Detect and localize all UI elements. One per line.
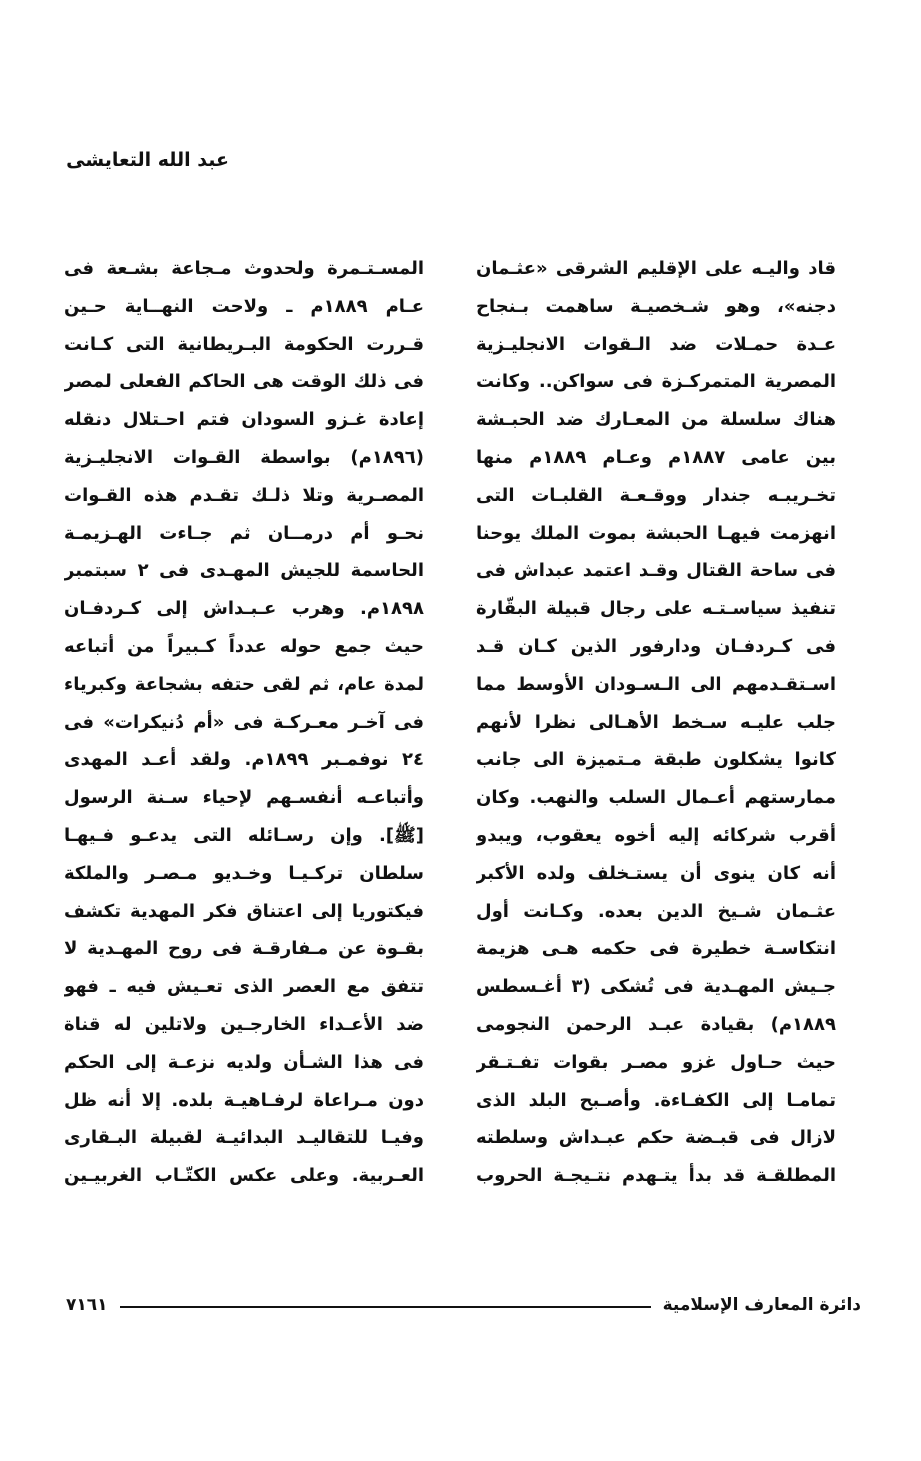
text-line: حيث حـاول غزو مصـر بقوات تفـتـقر	[476, 1051, 836, 1073]
footer-rule	[120, 1306, 651, 1308]
text-line: لمدة عام، ثم لقى حتفه بشجاعة وكبرياء	[64, 673, 424, 695]
running-head: عبد الله التعايشى	[66, 149, 229, 171]
text-line: إعادة غـزو السودان فتم احـتلال دنقله	[64, 409, 424, 431]
text-line: (١٨٩٦م) بواسطة القـوات الانجليـزية	[64, 446, 424, 468]
text-line: فى ذلك الوقت هى الحاكم الفعلى لمصر	[64, 371, 424, 393]
text-line: تتفق مع العصر الذى تعـيش فيه ـ فهو	[64, 976, 424, 998]
text-line: سلطان تركـيـا وخـديو مـصـر والملكة	[64, 862, 424, 884]
text-line: بين عامى ١٨٨٧م وعـام ١٨٨٩م منها	[476, 446, 836, 468]
text-line: فى كـردفـان ودارفور الذين كـان قـد	[476, 635, 836, 657]
text-line: عـدة حمـلات ضد الـقوات الانجليـزية	[476, 333, 836, 355]
text-line: فى هذا الشـأن ولديه نزعـة إلى الحكم	[64, 1051, 424, 1073]
text-line: اسـتقـدمهم الى الـسـودان الأوسط مما	[476, 673, 836, 695]
text-line: الحاسمة للجيش المهـدى فى ٢ سبتمبر	[64, 560, 424, 582]
text-line: وأتباعـه أنفسـهم لإحياء سـنة الرسول	[64, 787, 424, 809]
text-line: المسـتـمرة ولحدوث مـجاعة بشـعة فى	[64, 258, 424, 279]
text-line: ١٨٨٩م) بقيادة عبـد الرحمن النجومى	[476, 1013, 836, 1035]
text-line: كانوا يشكلون طبقة مـتميزة الى جانب	[476, 749, 836, 771]
text-line: ٢٤ نوفمـبر ١٨٩٩م. ولقد أعـد المهدى	[64, 749, 424, 771]
text-line: قـررت الحكومة البـريطانية التى كـانت	[64, 333, 424, 355]
footer-title: دائرة المعارف الإسلامية	[662, 1295, 861, 1315]
page-footer	[66, 1290, 861, 1320]
text-line: عـام ١٨٨٩م ـ ولاحت النهــاية حـين	[64, 295, 424, 317]
page-number: ٧١٦١	[66, 1295, 108, 1315]
text-line: المصـرية وتلا ذلـك تقـدم هذه القـوات	[64, 484, 424, 506]
text-line: ١٨٩٨م. وهرب عـبـداش إلى كـردفـان	[64, 598, 424, 620]
text-line: أنه كان ينوى أن يستـخلف ولده الأكبر	[476, 862, 836, 884]
text-line: فى ساحة القتال وقـد اعتمد عبداش فى	[476, 560, 836, 582]
text-line: وفيـا للتقاليـد البدائيـة لقبيلة البـقارى	[64, 1127, 424, 1149]
text-line: أقرب شركائه إليه أخوه يعقوب، ويبدو	[476, 824, 836, 846]
text-line: تنفيذ سياسـتـه على رجال قبيلة البقّارة	[476, 598, 836, 620]
text-line: انتكاسـة خطيرة فى حكمه هـى هزيمة	[476, 938, 836, 960]
text-line: دون مـراعاة لرفـاهيـة بلده. إلا أنه ظل	[64, 1089, 424, 1111]
text-line: ضد الأعـداء الخارجـين ولاتلين له قناة	[64, 1013, 424, 1035]
text-line: [ﷺ]. وإن رسـائله التى يدعـو فـيهـا	[64, 824, 424, 846]
text-line: بقـوة عن مـفارقـة فى روح المهـدية لا	[64, 938, 424, 960]
text-line: نحـو أم درمــان ثم جـاءت الهـزيمـة	[64, 522, 424, 544]
text-line: المطلقـة قد بدأ يتـهدم نتـيجـة الحروب	[476, 1165, 836, 1187]
text-line: لازال فى قبـضة حكم عبـداش وسلطته	[476, 1127, 836, 1149]
text-line: انهزمت فيهـا الحبشة بموت الملك يوحنا	[476, 522, 836, 544]
text-column-left	[64, 250, 424, 1195]
text-line: جـيش المهـدية فى تُشكى (٣ أغـسطس	[476, 976, 836, 998]
text-line: فيكتوريا إلى اعتناق فكر المهدية تكشف	[64, 900, 424, 922]
text-line: قاد واليـه على الإقليم الشرقى «عثـمان	[476, 258, 836, 279]
text-line: تمامـا إلى الكفـاءة. وأصـبح البلد الذى	[476, 1089, 836, 1111]
text-line: ممارستهم أعـمال السلب والنهب. وكان	[476, 787, 836, 809]
text-line: المصرية المتمركـزة فى سواكن.. وكانت	[476, 371, 836, 393]
text-line: تخـريبـه جندار ووقـعـة القلبـات التى	[476, 484, 836, 506]
text-line: جلب عليـه سـخط الأهـالى نظرا لأنهم	[476, 711, 836, 733]
text-line: العـربية. وعلى عكس الكتّـاب الغربيـين	[64, 1165, 424, 1187]
text-line: عثـمان شـيخ الدين بعده. وكـانت أول	[476, 900, 836, 922]
text-line: حيث جمع حوله عدداً كـبيراً من أتباعه	[64, 635, 424, 657]
text-line: دجنه»، وهو شـخصيـة ساهمت بـنجاح	[476, 295, 836, 317]
text-column-right	[476, 250, 836, 1195]
text-line: فى آخـر معـركـة فى «أم دُنيكرات» فى	[64, 711, 424, 733]
text-line: هناك سلسلة من المعـارك ضد الحبـشة	[476, 409, 836, 431]
